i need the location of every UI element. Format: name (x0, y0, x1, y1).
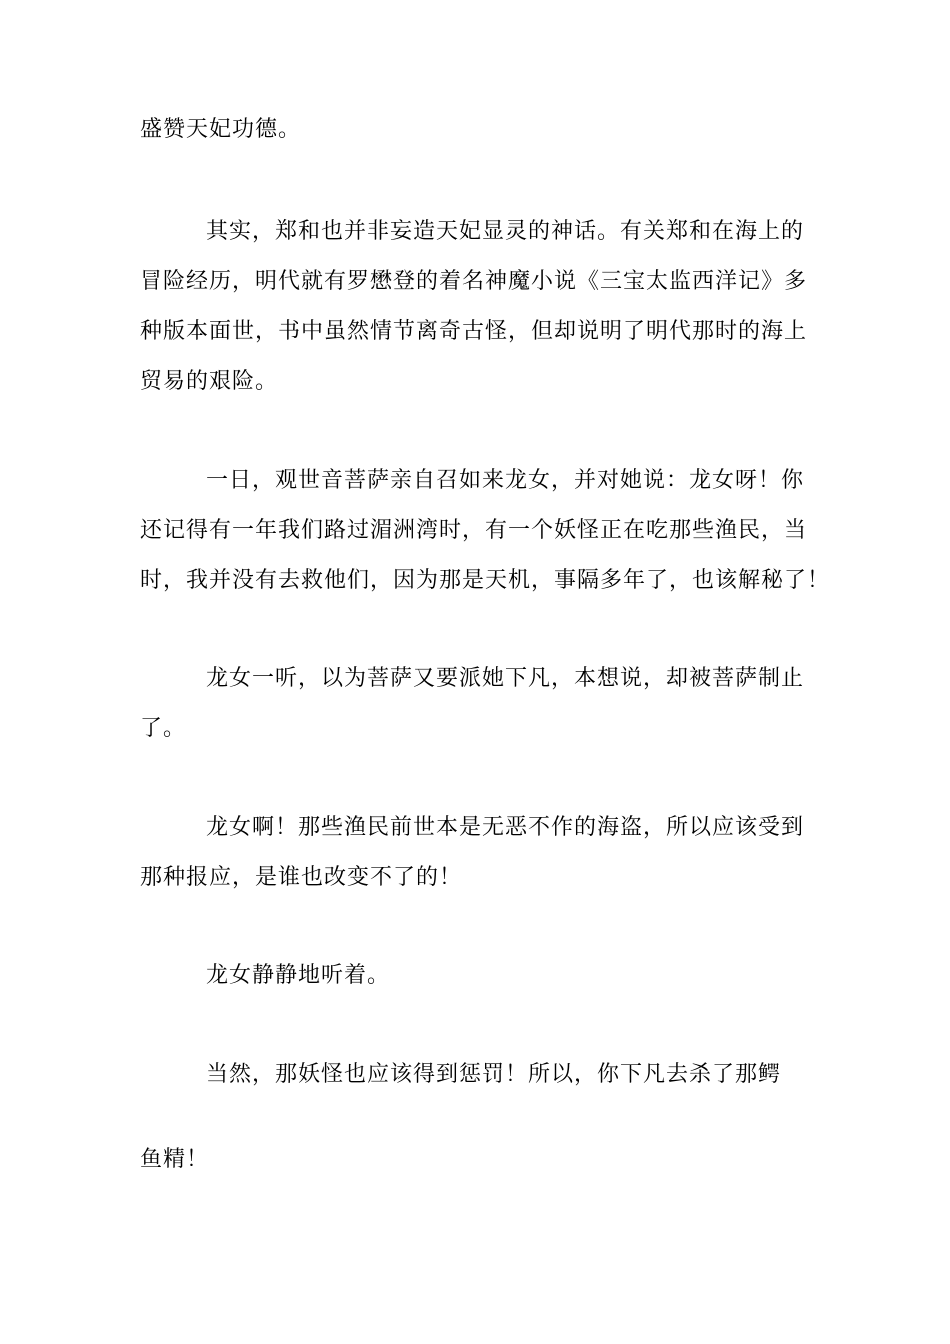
paragraph-1-line-1: 盛赞天妃功德。 (140, 117, 302, 142)
paragraph-7-line-1: 当然，那妖怪也应该得到惩罚！所以，你下凡去杀了那鳄 (206, 1062, 782, 1087)
paragraph-2-line-3: 种版本面世，书中虽然情节离奇古怪，但却说明了明代那时的海上 (140, 319, 808, 344)
paragraph-7-line-2: 鱼精！ (140, 1147, 210, 1172)
paragraph-3-line-1: 一日，观世音菩萨亲自召如来龙女，并对她说：龙女呀！你 (206, 468, 805, 493)
paragraph-4-line-1: 龙女一听，以为菩萨又要派她下凡，本想说，却被菩萨制止 (206, 666, 805, 691)
paragraph-5-line-1: 龙女啊！那些渔民前世本是无恶不作的海盗，所以应该受到 (206, 815, 805, 840)
paragraph-3-line-3: 时，我并没有去救他们，因为那是天机，事隔多年了，也该解秘了！ (140, 568, 831, 593)
paragraph-2-line-2: 冒险经历，明代就有罗懋登的着名神魔小说《三宝太监西洋记》多 (140, 269, 808, 294)
paragraph-6-line-1: 龙女静静地听着。 (206, 963, 391, 988)
paragraph-2-line-4: 贸易的艰险。 (140, 369, 279, 394)
paragraph-3-line-2: 还记得有一年我们路过湄洲湾时，有一个妖怪正在吃那些渔民，当 (140, 518, 808, 543)
paragraph-5-line-2: 那种报应，是谁也改变不了的！ (140, 865, 463, 890)
paragraph-4-line-2: 了。 (140, 716, 187, 741)
paragraph-2-line-1: 其实，郑和也并非妄造天妃显灵的神话。有关郑和在海上的 (206, 219, 805, 244)
